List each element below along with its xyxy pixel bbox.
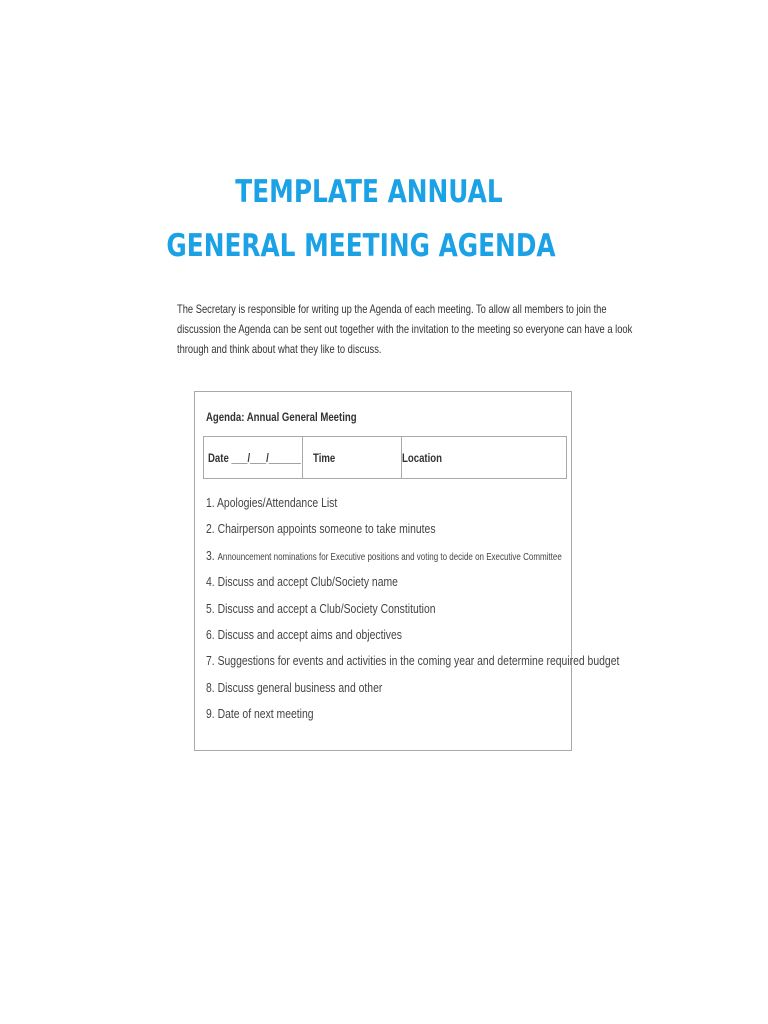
agenda-item: 1. Apologies/Attendance List (206, 495, 338, 510)
intro-line-3: through and think about what they like to discuss. (177, 342, 382, 356)
agenda-item: 4. Discuss and accept Club/Society name (206, 574, 398, 590)
agenda-item: 3. Announcement nominations for Executive positions and voting to decide on Executive Committee (206, 547, 562, 563)
time-field[interactable] (303, 437, 402, 478)
agenda-item: 9. Date of next meeting (206, 706, 314, 722)
agenda-item: 8. Discuss general business and other (206, 679, 383, 695)
meeting-info-table (203, 436, 567, 479)
location-label: Location (402, 450, 442, 465)
agenda-items-list (206, 495, 723, 733)
location-field[interactable] (402, 437, 566, 478)
agenda-box (194, 391, 620, 751)
agenda-item: 6. Discuss and accept aims and objectives (206, 626, 402, 642)
intro-line-2: discussion the Agenda can be sent out together with the invitation to the meeting so everyone can have a look (177, 322, 633, 336)
time-label: Time (313, 450, 336, 465)
agenda-item: 5. Discuss and accept a Club/Society Constitution (206, 600, 436, 616)
agenda-item: 7. Suggestions for events and activities in the coming year and determine required budget (206, 653, 620, 669)
date-field[interactable] (204, 437, 303, 478)
agenda-heading: Agenda: Annual General Meeting (206, 410, 357, 424)
agenda-item: 2. Chairperson appoints someone to take minutes (206, 521, 436, 537)
document-title-line-2: GENERAL MEETING AGENDA (166, 228, 556, 264)
date-label: Date ___/___/______ (208, 450, 301, 465)
intro-line-1: The Secretary is responsible for writing up the Agenda of each meeting. To allow all members to join the (177, 302, 607, 316)
intro-paragraph (177, 299, 633, 359)
document-title-line-1: TEMPLATE ANNUAL (235, 174, 503, 210)
